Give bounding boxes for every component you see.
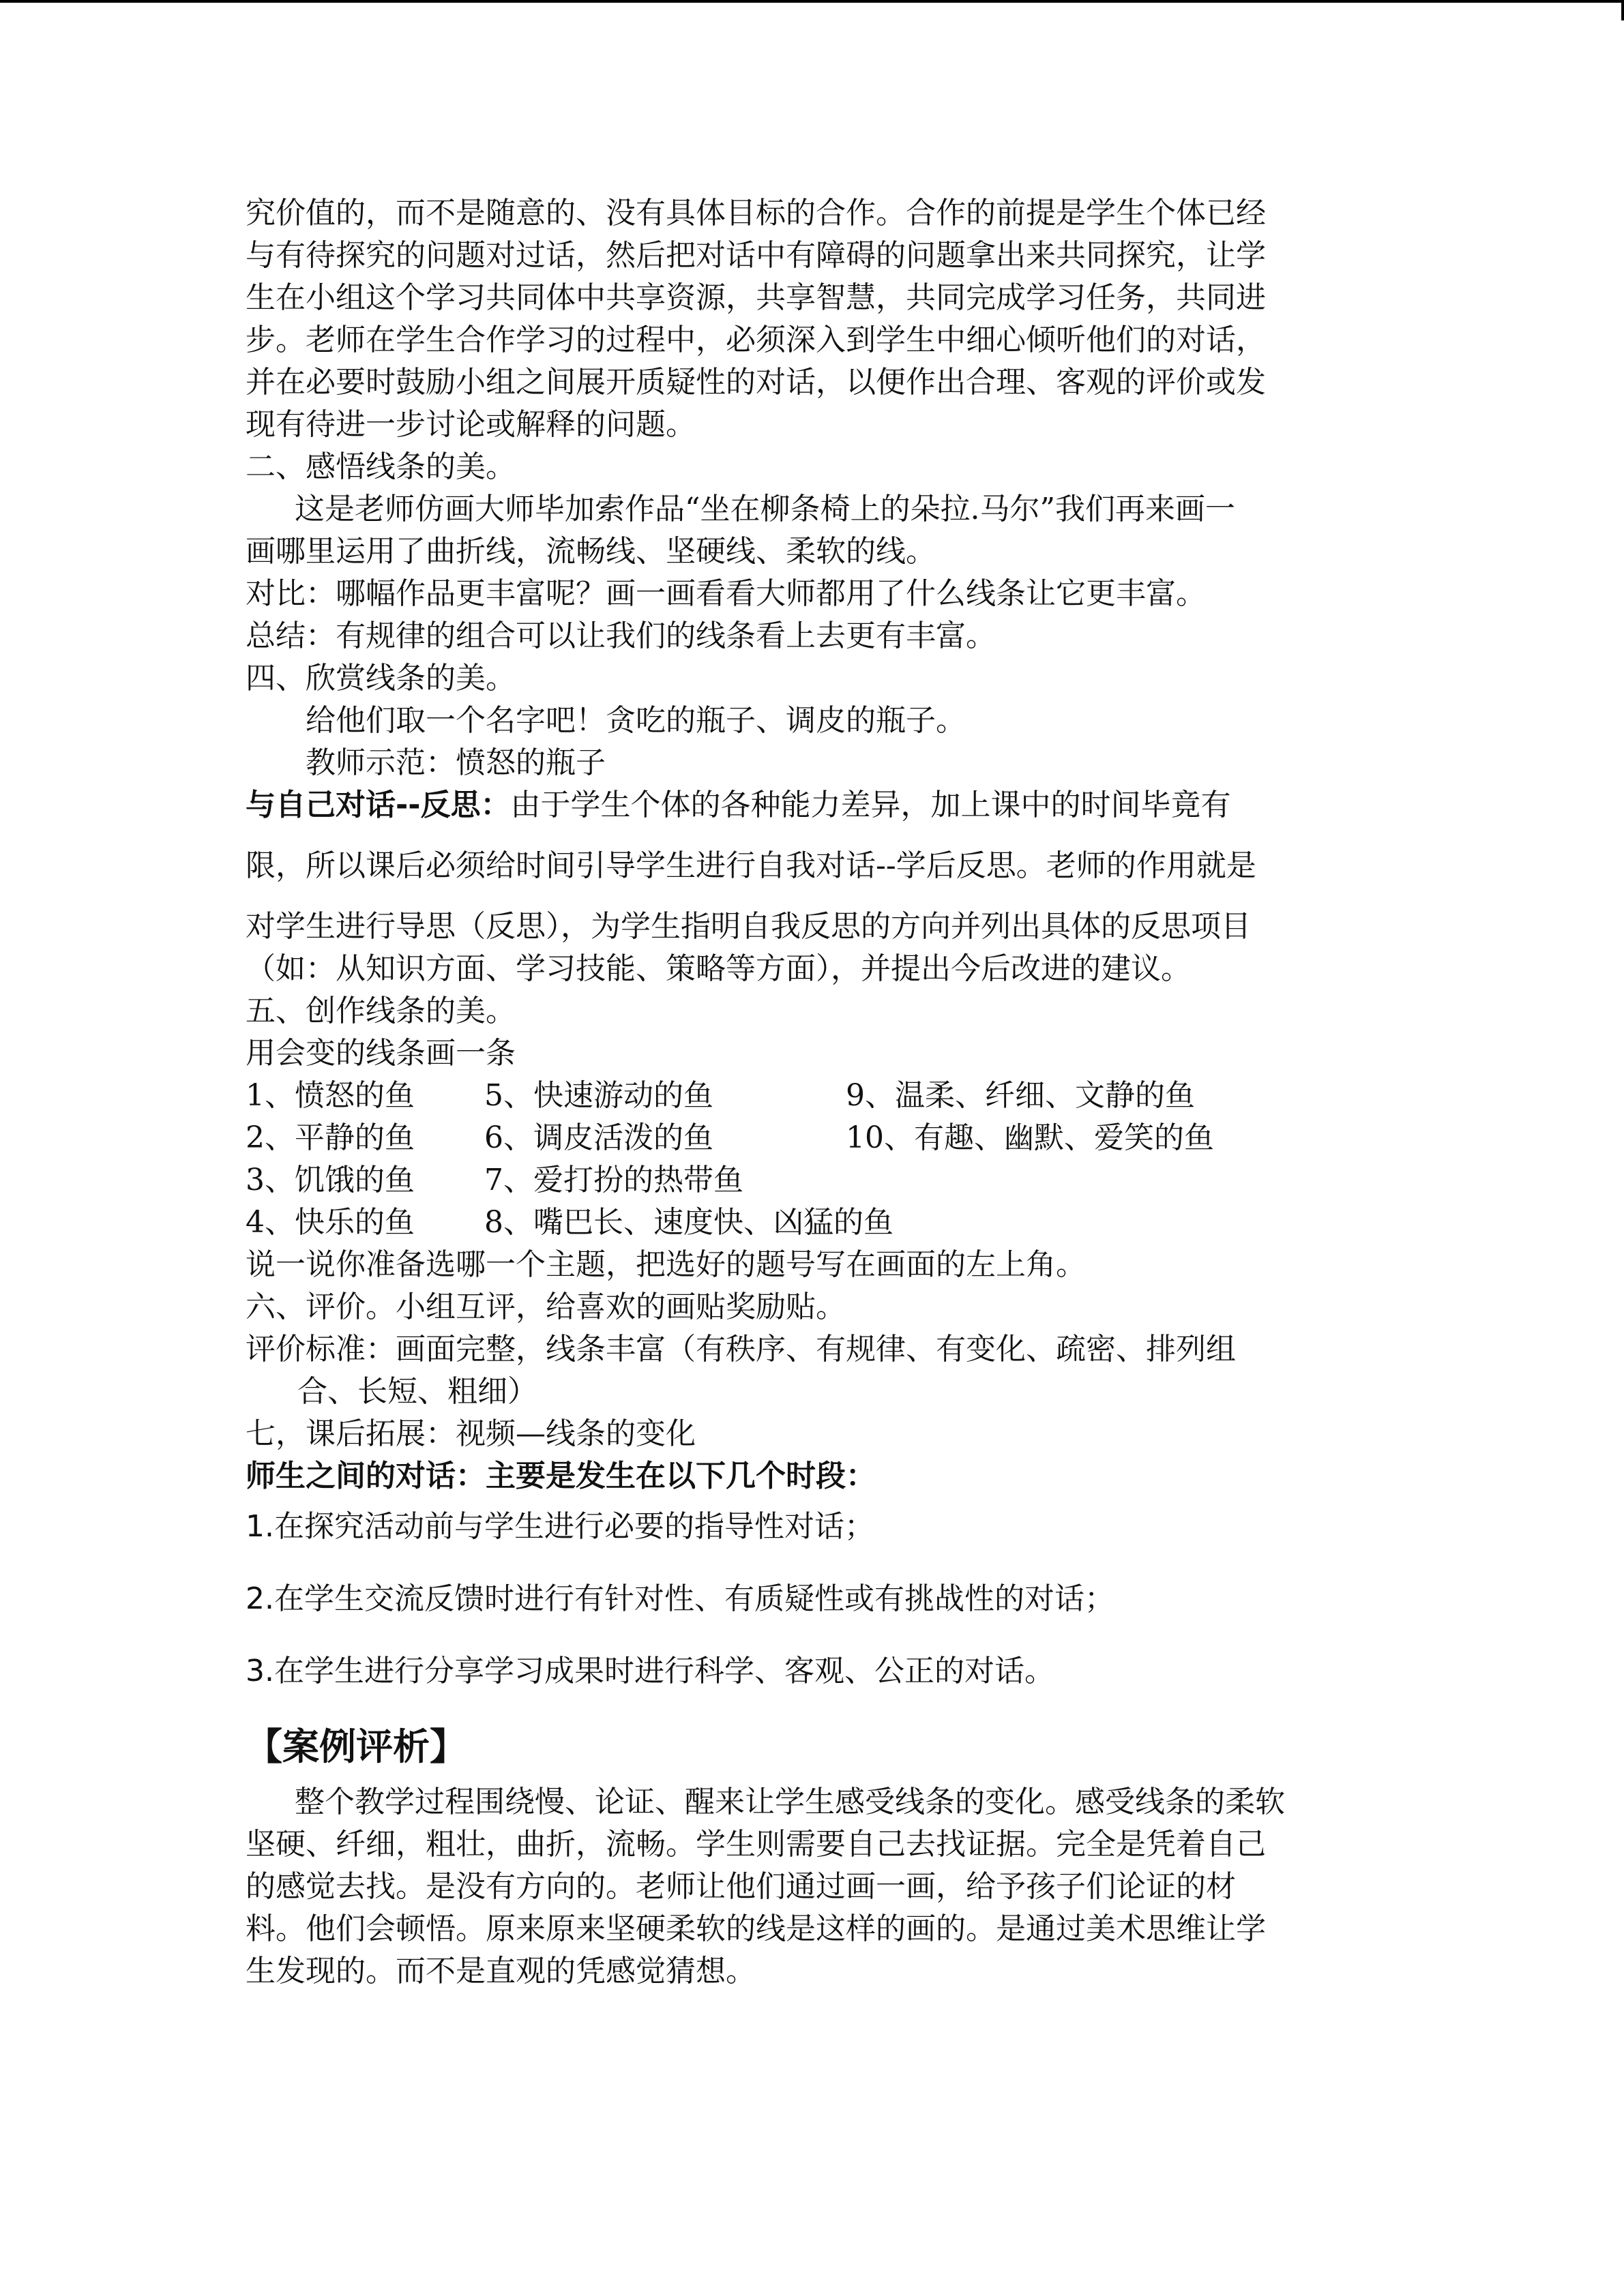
fish-topic: 6、调皮活泼的鱼 <box>484 1120 713 1155</box>
fish-topic: 3、饥饿的鱼 <box>246 1163 415 1197</box>
paragraph-line: 现有待进一步讨论或解释的问题。 <box>246 407 696 442</box>
top-border-rule <box>0 0 1624 3</box>
paragraph-line: 教师示范：愤怒的瓶子 <box>306 745 606 780</box>
paragraph-line: 用会变的线条画一条 <box>246 1036 516 1071</box>
choose-topic-line: 说一说你准备选哪一个主题，把选好的题号写在画面的左上角。 <box>246 1247 1086 1282</box>
paragraph-line: 的感觉去找。是没有方向的。老师让他们通过画一画，给予孩子们论证的材 <box>246 1869 1236 1904</box>
fish-topic-row <box>246 1159 1391 1202</box>
paragraph-line: 步。老师在学生合作学习的过程中，必须深入到学生中细心倾听他们的对话， <box>246 323 1266 357</box>
list-text: 在探究活动前与学生进行必要的指导性对话； <box>274 1509 874 1544</box>
paragraph-line: 画哪里运用了曲折线，流畅线、坚硬线、柔软的线。 <box>246 534 936 569</box>
criteria-line: 合、长短、粗细） <box>297 1374 537 1409</box>
fish-topic-row <box>246 1202 1391 1244</box>
dialog-list-item <box>246 1506 1391 1548</box>
fish-topic: 5、快速游动的鱼 <box>484 1078 713 1113</box>
reflect-text: 由于学生个体的各种能力差异，加上课中的时间毕竟有 <box>510 788 1231 822</box>
section-heading-6: 六、评价。小组互评，给喜欢的画贴奖励贴。 <box>246 1289 846 1324</box>
paragraph-line: 料。他们会顿悟。原来原来坚硬柔软的线是这样的画的。是通过美术思维让学 <box>246 1911 1266 1946</box>
paragraph-line: 整个教学过程围绕慢、论证、醒来让学生感受线条的变化。感受线条的柔软 <box>295 1785 1285 1819</box>
section-heading-2: 二、感悟线条的美。 <box>246 449 516 484</box>
fish-topic: 4、快乐的鱼 <box>246 1205 415 1240</box>
fish-topic-row <box>246 1117 1391 1159</box>
paragraph-line: 对学生进行导思（反思），为学生指明自我反思的方向并列出具体的反思项目 <box>246 909 1251 944</box>
paragraph-line: （如：从知识方面、学习技能、策略等方面），并提出今后改进的建议。 <box>246 951 1191 986</box>
fish-topic-row <box>246 1075 1391 1117</box>
dialog-list-item <box>246 1578 1391 1620</box>
section-heading-7: 七，课后拓展：视频—线条的变化 <box>246 1416 696 1451</box>
paragraph-line: 生发现的。而不是直观的凭感觉猜想。 <box>246 1954 756 1988</box>
right-border-rule <box>1621 0 1624 20</box>
list-number: 3. <box>246 1654 274 1688</box>
paragraph-line: 生在小组这个学习共同体中共享资源，共享智慧，共同完成学习任务，共同进 <box>246 280 1266 315</box>
paragraph-line: 给他们取一个名字吧！贪吃的瓶子、调皮的瓶子。 <box>306 703 966 738</box>
fish-topic: 7、爱打扮的热带鱼 <box>484 1163 743 1197</box>
reflect-line <box>246 784 1391 826</box>
paragraph-line: 与有待探究的问题对过话，然后把对话中有障碍的问题拿出来共同探究，让学 <box>246 238 1266 273</box>
dialog-heading: 师生之间的对话：主要是发生在以下几个时段： <box>246 1459 876 1493</box>
summary-line: 总结：有规律的组合可以让我们的线条看上去更有丰富。 <box>246 618 996 653</box>
case-analysis-title: 【案例评析】 <box>246 1725 467 1768</box>
paragraph-line: 坚硬、纤细，粗壮，曲折，流畅。学生则需要自己去找证据。完全是凭着自己 <box>246 1827 1266 1862</box>
document-page <box>246 192 1391 1993</box>
fish-topic: 9、温柔、纤细、文静的鱼 <box>846 1078 1195 1113</box>
list-number: 2. <box>246 1581 274 1616</box>
paragraph-line: 这是老师仿画大师毕加索作品“坐在柳条椅上的朵拉.马尔”我们再来画一 <box>295 492 1235 526</box>
list-text: 在学生交流反馈时进行有针对性、有质疑性或有挑战性的对话； <box>274 1581 1114 1616</box>
compare-line: 对比：哪幅作品更丰富呢？画一画看看大师都用了什么线条让它更丰富。 <box>246 576 1206 611</box>
list-number: 1. <box>246 1509 274 1544</box>
paragraph-line: 究价值的，而不是随意的、没有具体目标的合作。合作的前提是学生个体已经 <box>246 196 1266 230</box>
criteria-line: 评价标准：画面完整，线条丰富（有秩序、有规律、有变化、疏密、排列组 <box>246 1332 1236 1367</box>
paragraph-line: 并在必要时鼓励小组之间展开质疑性的对话，以便作出合理、客观的评价或发 <box>246 365 1266 400</box>
fish-topic: 2、平静的鱼 <box>246 1120 415 1155</box>
section-heading-5: 五、创作线条的美。 <box>246 994 516 1028</box>
dialog-list-item <box>246 1650 1391 1693</box>
section-heading-4: 四、欣赏线条的美。 <box>246 661 516 696</box>
paragraph-line: 限，所以课后必须给时间引导学生进行自我对话--学后反思。老师的作用就是 <box>246 848 1256 883</box>
fish-topic: 1、愤怒的鱼 <box>246 1078 415 1113</box>
reflect-label: 与自己对话--反思： <box>246 788 511 822</box>
fish-topic: 8、嘴巴长、速度快、凶猛的鱼 <box>484 1205 894 1240</box>
list-text: 在学生进行分享学习成果时进行科学、客观、公正的对话。 <box>274 1654 1054 1688</box>
fish-topic: 10、有趣、幽默、爱笑的鱼 <box>846 1120 1214 1155</box>
